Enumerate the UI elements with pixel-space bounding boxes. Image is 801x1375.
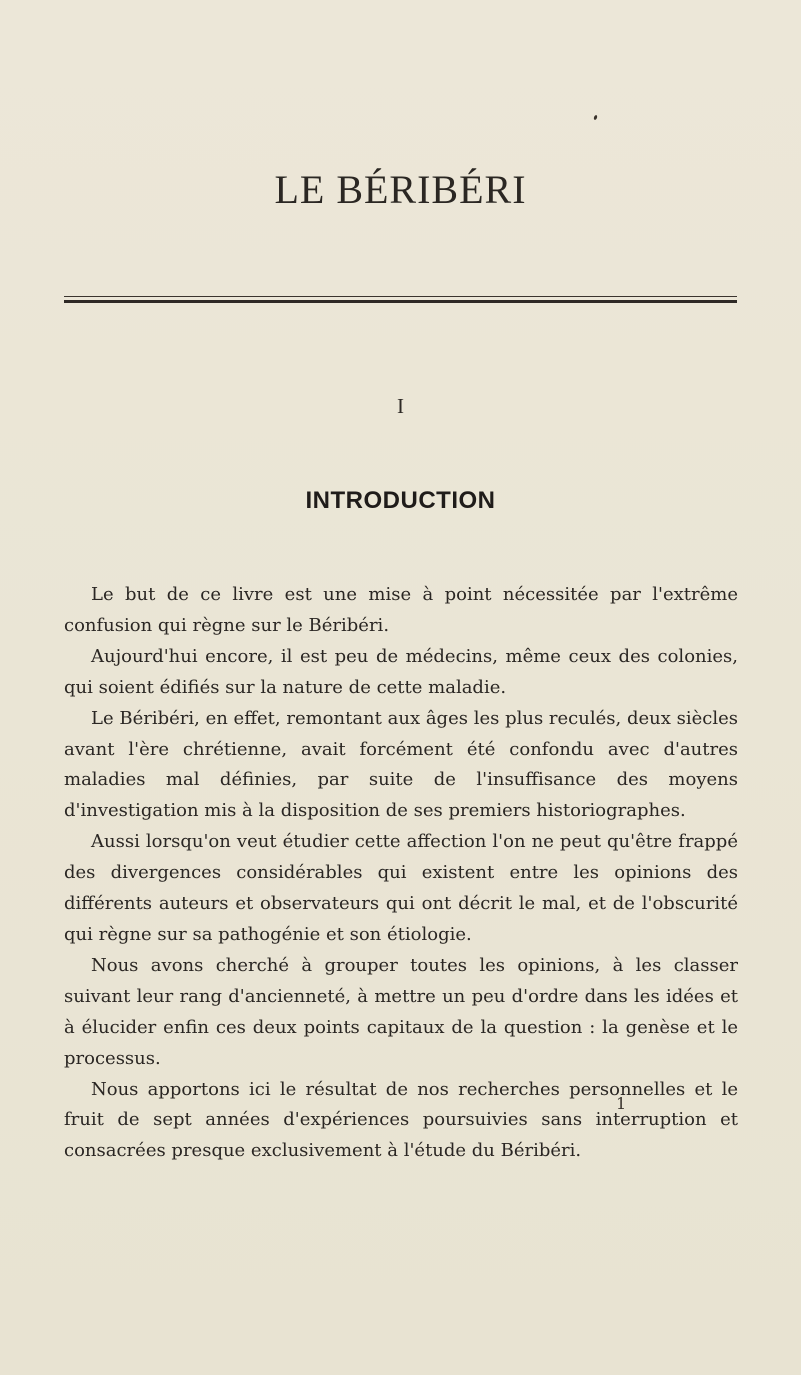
rule-thin-line bbox=[64, 296, 737, 297]
chapter-title: INTRODUCTION bbox=[305, 487, 496, 514]
chapter-number: I bbox=[397, 394, 404, 418]
ink-speck bbox=[593, 115, 598, 121]
body-text bbox=[64, 580, 738, 1167]
paragraph-2: Aujourd'hui encore, il est peu de médecins, même ceux des colonies, qui soient édifiés sur la nature de cette maladie. bbox=[64, 645, 738, 698]
paragraph-5: Nous avons cherché à grouper toutes les opinions, à les classer suivant leur rang d'ancienneté, à mettre un peu d'ordre dans les idées et à élucider enfin ces deux points capitaux de la question : la genèse et le processus. bbox=[64, 954, 738, 1069]
title-rule bbox=[64, 296, 737, 304]
book-title: LE BÉRIBÉRI bbox=[274, 167, 527, 212]
paragraph-3: Le Béribéri, en effet, remontant aux âges les plus reculés, deux siècles avant l'ère chrétienne, avait forcément été confondu avec d'autres maladies mal définies, par suite de l'insuffisance des moyens d'investigation mis à la disposition de ses premiers historiographes. bbox=[64, 707, 738, 822]
paragraph-6: Nous apportons ici le résultat de nos recherches personnelles et le fruit de sept années d'expériences poursuivies sans interruption et consacrées presque exclusivement à l'étude du Béribéri. bbox=[64, 1078, 738, 1162]
paragraph-4: Aussi lorsqu'on veut étudier cette affection l'on ne peut qu'être frappé des divergences considérables qui existent entre les opinions des différents auteurs et observateurs qui ont décrit le mal, et de l'obscurité qui règne sur sa pathogénie et son étiologie. bbox=[64, 831, 738, 945]
rule-thick-line bbox=[64, 300, 737, 303]
page-number: 1 bbox=[616, 1094, 627, 1113]
paragraph-1: Le but de ce livre est une mise à point nécessitée par l'extrême confusion qui règne sur le Béribéri. bbox=[64, 584, 738, 636]
